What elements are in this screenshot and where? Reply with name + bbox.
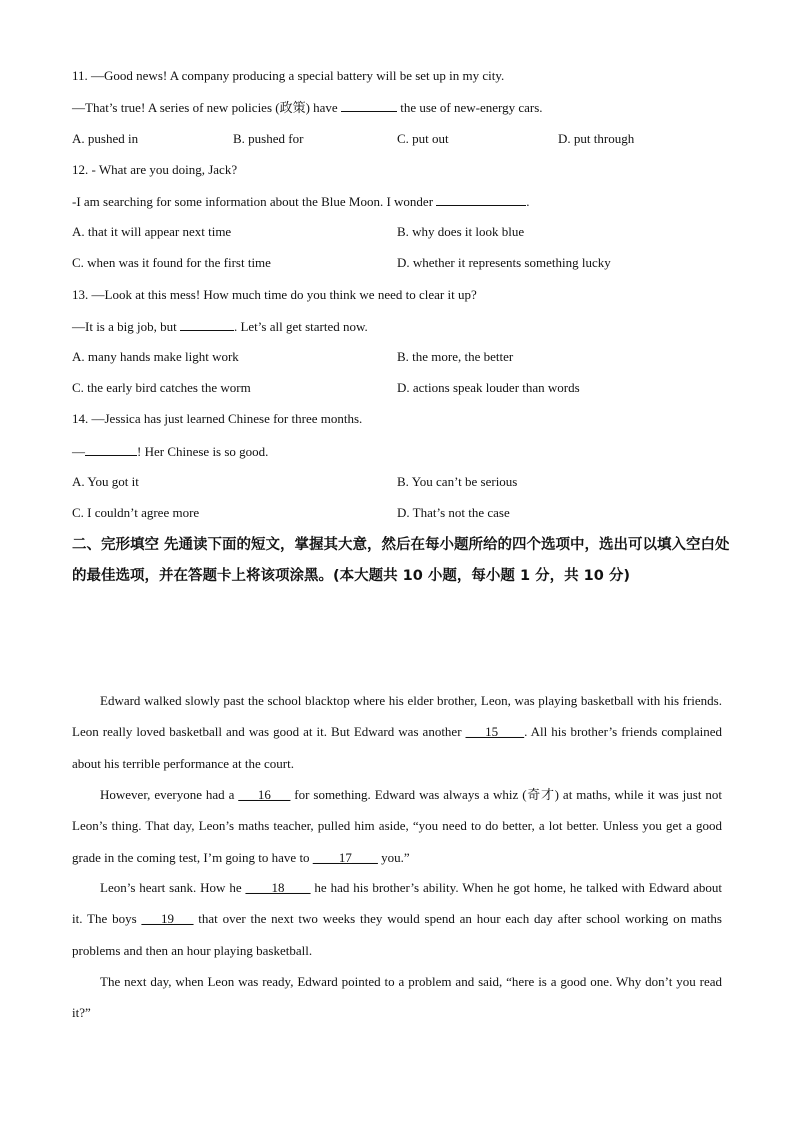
question-12-option-c[interactable]: C. when was it found for the first time [72, 255, 271, 270]
question-13-response [72, 318, 368, 335]
blank-18[interactable]: ____18____ [245, 880, 311, 895]
passage-p1-text-a: Edward walked slowly past the school blacktop where his elder brother, Leon, was playing basketball with his friends. Leon really loved basketball and was good at it. But Edward was another [72, 693, 722, 740]
passage-paragraph-4: The next day, when Leon was ready, Edward pointed to a problem and said, “here is a good one. Why don’t you read it?” [72, 974, 722, 1021]
section-heading: 二、完形填空 先通读下面的短文，掌握其大意，然后在每小题所给的四个选项中，选出可以填入空白处的最佳选项，并在答题卡上将该项涂黑。(本大题共 10 小题，每小题 1 分，共 10 分) [72, 537, 730, 584]
question-13-blank[interactable] [180, 318, 234, 331]
question-13-option-d[interactable]: D. actions speak louder than words [397, 380, 580, 395]
question-12-response-end: . [526, 194, 530, 209]
passage-paragraph-2 [72, 779, 722, 873]
question-12-response-start: -I am searching for some information about the Blue Moon. I wonder [72, 194, 434, 209]
question-11-option-a[interactable]: A. pushed in [72, 131, 139, 146]
question-12-response [72, 193, 530, 210]
question-12-blank[interactable] [436, 193, 526, 206]
question-14-response [72, 443, 268, 460]
passage-p3-text-b: he had his brother’s ability. When he got home, he talked with Edward about it. The boys [72, 880, 722, 927]
question-11-option-b[interactable]: B. pushed for [233, 131, 304, 146]
question-14-response-end: ! Her Chinese is so good. [137, 444, 269, 459]
blank-19[interactable]: ___19___ [141, 911, 194, 927]
question-12-option-d[interactable]: D. whether it represents something lucky [397, 255, 611, 270]
passage-paragraph-1 [72, 685, 722, 779]
question-13-response-end: . Let’s all get started now. [233, 319, 368, 334]
blank-15[interactable]: ___15____ [465, 724, 525, 740]
question-11-prompt: 11. —Good news! A company producing a special battery will be set up in my city. [72, 68, 505, 83]
question-14-blank[interactable] [85, 443, 137, 456]
passage-p3-text-c: that over the next two weeks they would spend an hour each day after school working on maths problems and then an hour playing basketball. [72, 911, 722, 958]
blank-16[interactable]: ___16___ [238, 787, 291, 802]
question-12-option-a[interactable]: A. that it will appear next time [72, 224, 232, 239]
question-13-option-c[interactable]: C. the early bird catches the worm [72, 380, 251, 395]
question-14-option-c[interactable]: C. I couldn’t agree more [72, 505, 200, 520]
question-11-option-c[interactable]: C. put out [397, 131, 449, 146]
passage-p3-text-a: Leon’s heart sank. How he [100, 880, 246, 895]
question-14-option-b[interactable]: B. You can’t be serious [397, 474, 518, 489]
question-14-response-start: — [72, 444, 85, 459]
question-12-option-b[interactable]: B. why does it look blue [397, 224, 525, 239]
question-13-option-a[interactable]: A. many hands make light work [72, 349, 239, 364]
question-11-option-d[interactable]: D. put through [558, 131, 635, 146]
question-13-response-start: —It is a big job, but [72, 319, 177, 334]
passage-paragraph-3 [72, 872, 722, 966]
question-11-blank[interactable] [341, 99, 397, 112]
question-14-prompt: 14. —Jessica has just learned Chinese for three months. [72, 411, 363, 426]
passage-p2-text-a: However, everyone had a [100, 787, 239, 802]
passage-p2-text-c: you.” [377, 849, 410, 865]
question-11-response [72, 99, 543, 116]
passage-p2-text-b: for something. Edward was always a whiz (奇才) at maths, while it was just not Leon’s thing. That day, Leon’s maths teacher, pulled him aside, “you need to do better, a lot better. Unless you get a good grade in the coming test, I’m going to have to [72, 787, 723, 865]
question-13-option-b[interactable]: B. the more, the better [397, 349, 514, 364]
question-12-prompt: 12. - What are you doing, Jack? [72, 162, 238, 177]
passage-p1-text-b: . All his brother’s friends complained about his terrible performance at the court. [72, 724, 722, 771]
question-11-response-start: —That’s true! A series of new policies (政策) have [72, 100, 338, 115]
question-13-prompt: 13. —Look at this mess! How much time do you think we need to clear it up? [72, 287, 477, 302]
question-11-response-end: the use of new-energy cars. [400, 100, 543, 115]
blank-17[interactable]: ____17____ [312, 849, 378, 865]
question-14-option-d[interactable]: D. That’s not the case [397, 505, 510, 520]
question-14-option-a[interactable]: A. You got it [72, 474, 139, 489]
